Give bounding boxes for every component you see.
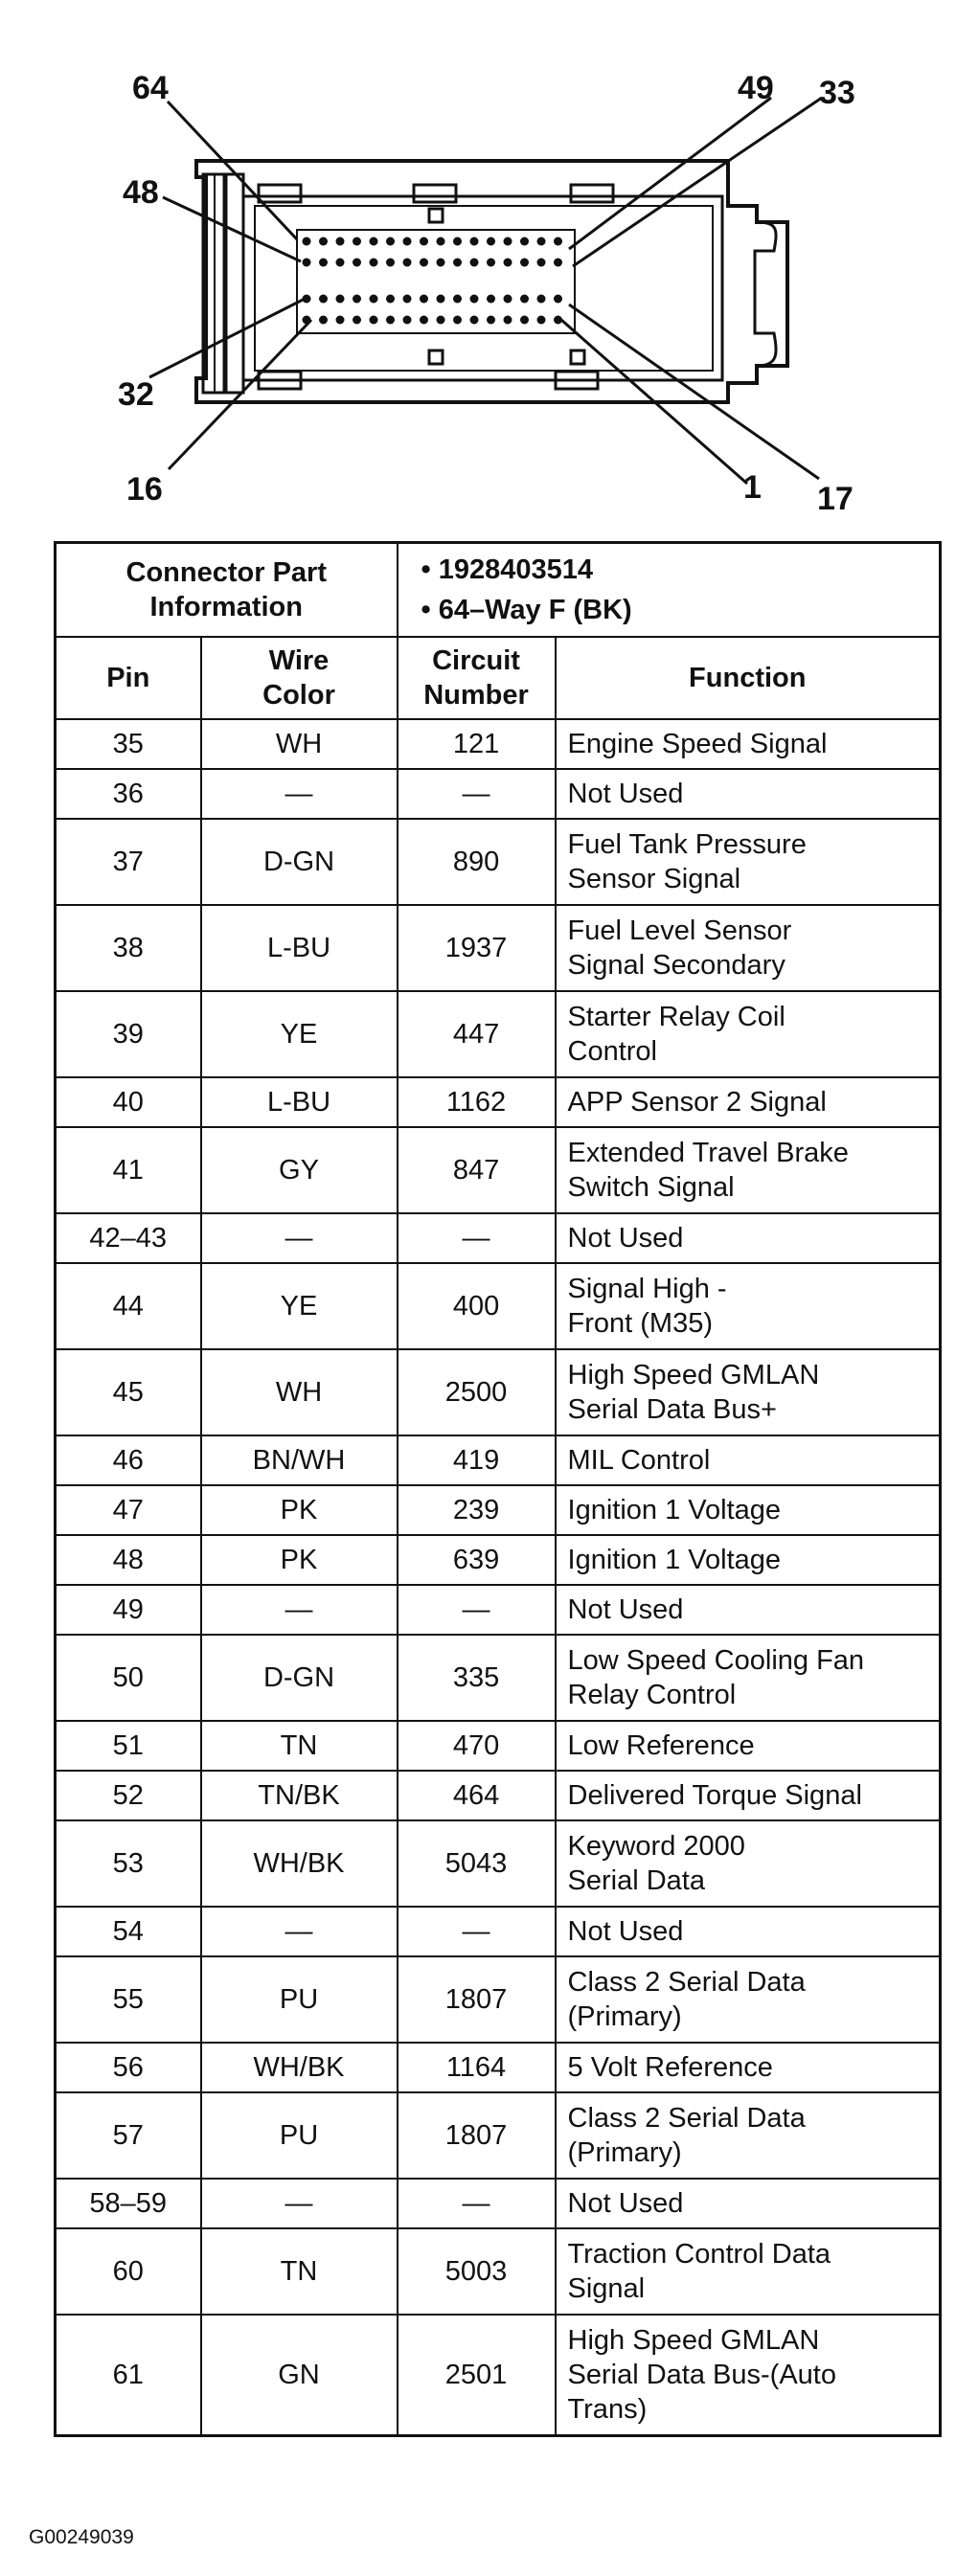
pin-cavities xyxy=(303,237,563,325)
pin-cell: 58–59 xyxy=(56,2179,201,2228)
wire-color-cell: D-GN xyxy=(201,1635,398,1721)
circuit-cell: 464 xyxy=(398,1771,556,1820)
pin-cavity xyxy=(504,295,512,304)
circuit-cell: 239 xyxy=(398,1485,556,1535)
pin-cell: 60 xyxy=(56,2228,201,2315)
pin-cell: 49 xyxy=(56,1585,201,1635)
function-line: Not Used xyxy=(567,2188,684,2219)
table-row xyxy=(56,719,941,769)
pin-cavity xyxy=(386,295,395,304)
header-wire-color: Wire Color xyxy=(201,637,398,719)
pin-cavity xyxy=(504,259,512,267)
pin-cell: 50 xyxy=(56,1635,201,1721)
circuit-cell: 1162 xyxy=(398,1077,556,1127)
function-line: Sensor Signal xyxy=(567,864,741,894)
function-line: (Primary) xyxy=(567,2001,682,2032)
pin-cavity xyxy=(487,259,495,267)
part-number: • 1928403514 xyxy=(421,554,594,585)
function-cell xyxy=(556,1820,941,1907)
function-cell xyxy=(556,1635,941,1721)
function-cell xyxy=(556,719,941,769)
table-row xyxy=(56,2315,941,2435)
pin-cavity xyxy=(437,316,445,325)
table-row xyxy=(56,1535,941,1585)
table-row xyxy=(56,1820,941,1907)
callout-1: 1 xyxy=(743,469,762,506)
function-line: High Speed GMLAN xyxy=(567,2324,820,2356)
wire-color-cell: BN/WH xyxy=(201,1435,398,1485)
function-cell xyxy=(556,1435,941,1485)
function-cell xyxy=(556,905,941,991)
pin-cell: 55 xyxy=(56,1956,201,2043)
function-line: Signal High - xyxy=(567,1274,727,1304)
callout-64: 64 xyxy=(132,70,169,106)
pin-cavity xyxy=(520,237,529,246)
function-cell xyxy=(556,1263,941,1349)
wire-color-cell: WH/BK xyxy=(201,2043,398,2092)
header-function: Function xyxy=(556,637,941,719)
function-line: Not Used xyxy=(567,1223,684,1254)
figure-id: G00249039 xyxy=(29,2526,134,2548)
function-line: APP Sensor 2 Signal xyxy=(567,1087,827,1118)
pin-cell: 56 xyxy=(56,2043,201,2092)
pin-cavity xyxy=(470,316,479,325)
connector-diagram xyxy=(0,0,979,531)
function-cell xyxy=(556,1721,941,1771)
circuit-cell: 1164 xyxy=(398,2043,556,2092)
function-cell xyxy=(556,1771,941,1820)
pin-cavity xyxy=(420,316,428,325)
pin-cavity xyxy=(537,237,546,246)
pin-cavity xyxy=(420,259,428,267)
circuit-cell: 335 xyxy=(398,1635,556,1721)
table-row xyxy=(56,2092,941,2179)
pin-cell: 37 xyxy=(56,819,201,905)
pin-cell: 36 xyxy=(56,769,201,819)
pin-cell: 45 xyxy=(56,1349,201,1435)
function-cell xyxy=(556,2092,941,2179)
function-line: Serial Data xyxy=(567,1865,705,1896)
wire-color-cell: TN xyxy=(201,1721,398,1771)
table-row xyxy=(56,1585,941,1635)
circuit-cell: 447 xyxy=(398,991,556,1077)
function-cell xyxy=(556,991,941,1077)
wire-color-cell: PU xyxy=(201,2092,398,2179)
function-cell xyxy=(556,1077,941,1127)
pin-cell: 39 xyxy=(56,991,201,1077)
pin-cavity xyxy=(470,295,479,304)
function-line: Trans) xyxy=(567,2393,648,2425)
table-row xyxy=(56,1956,941,2043)
function-cell xyxy=(556,769,941,819)
circuit-cell: 419 xyxy=(398,1435,556,1485)
pin-cavity xyxy=(520,295,529,304)
pin-cavity xyxy=(554,237,562,246)
function-line: Traction Control Data xyxy=(567,2239,831,2270)
pin-cavity xyxy=(353,237,361,246)
table-row xyxy=(56,1349,941,1435)
pin-cavity xyxy=(403,259,412,267)
pin-cell: 54 xyxy=(56,1907,201,1956)
function-line: Starter Relay Coil xyxy=(567,1002,785,1032)
function-line: Not Used xyxy=(567,1916,684,1947)
function-line: Serial Data Bus+ xyxy=(567,1394,777,1425)
function-line: (Primary) xyxy=(567,2137,682,2168)
table-row xyxy=(56,769,941,819)
function-line: Signal Secondary xyxy=(567,950,785,981)
function-line: Low Reference xyxy=(567,1730,755,1761)
function-line: MIL Control xyxy=(567,1445,711,1476)
pin-cavity xyxy=(353,316,361,325)
pin-cavity xyxy=(437,295,445,304)
function-line: Control xyxy=(567,1036,658,1067)
pin-cavity xyxy=(336,316,345,325)
wire-color-cell: GN xyxy=(201,2315,398,2435)
table-row xyxy=(56,819,941,905)
wire-color-cell: YE xyxy=(201,991,398,1077)
connector-type: • 64–Way F (BK) xyxy=(421,595,632,625)
table-row xyxy=(56,905,941,991)
pin-cavity xyxy=(487,316,495,325)
pin-cavity xyxy=(453,316,462,325)
circuit-cell: — xyxy=(398,1907,556,1956)
pin-cavity xyxy=(554,295,562,304)
connector-body xyxy=(196,161,787,402)
circuit-cell: — xyxy=(398,1213,556,1263)
circuit-cell: 1807 xyxy=(398,1956,556,2043)
callout-33: 33 xyxy=(819,75,855,111)
pin-cavity xyxy=(453,259,462,267)
pin-cavity xyxy=(336,295,345,304)
pin-cavity xyxy=(370,295,378,304)
pin-cavity xyxy=(319,316,328,325)
pin-cavity xyxy=(554,259,562,267)
pin-cell: 61 xyxy=(56,2315,201,2435)
header-pin: Pin xyxy=(56,637,201,719)
pin-cavity xyxy=(437,259,445,267)
wire-color-cell: YE xyxy=(201,1263,398,1349)
function-line: Class 2 Serial Data xyxy=(567,1967,806,1998)
circuit-cell: — xyxy=(398,1585,556,1635)
function-cell xyxy=(556,819,941,905)
pin-cavity xyxy=(336,237,345,246)
pin-cell: 38 xyxy=(56,905,201,991)
circuit-cell: 847 xyxy=(398,1127,556,1213)
function-line: Keyword 2000 xyxy=(567,1831,745,1862)
pin-cell: 51 xyxy=(56,1721,201,1771)
wire-color-cell: WH xyxy=(201,719,398,769)
function-cell xyxy=(556,1213,941,1263)
pin-cell: 53 xyxy=(56,1820,201,1907)
table-row xyxy=(56,2043,941,2092)
pin-cavity xyxy=(353,259,361,267)
function-cell xyxy=(556,1585,941,1635)
pin-cavity xyxy=(386,237,395,246)
function-cell xyxy=(556,2315,941,2435)
circuit-cell: — xyxy=(398,769,556,819)
pin-cavity xyxy=(520,316,529,325)
wire-color-cell: — xyxy=(201,2179,398,2228)
circuit-cell: 2500 xyxy=(398,1349,556,1435)
pin-cavity xyxy=(403,316,412,325)
table-row xyxy=(56,1263,941,1349)
function-line: Not Used xyxy=(567,779,684,809)
pin-cell: 48 xyxy=(56,1535,201,1585)
pin-cavity xyxy=(537,316,546,325)
wire-color-cell: PU xyxy=(201,1956,398,2043)
table-row xyxy=(56,1077,941,1127)
circuit-cell: 5043 xyxy=(398,1820,556,1907)
function-cell xyxy=(556,1485,941,1535)
function-line: Switch Signal xyxy=(567,1172,735,1203)
pin-cavity xyxy=(403,237,412,246)
wire-color-cell: WH/BK xyxy=(201,1820,398,1907)
pinout-table xyxy=(54,541,942,2437)
table-row xyxy=(56,1485,941,1535)
wire-color-cell: TN xyxy=(201,2228,398,2315)
callout-49: 49 xyxy=(738,70,774,106)
pin-cell: 47 xyxy=(56,1485,201,1535)
table-row xyxy=(56,1127,941,1213)
function-cell xyxy=(556,2043,941,2092)
circuit-cell: 639 xyxy=(398,1535,556,1585)
function-line: Engine Speed Signal xyxy=(567,729,828,759)
wire-color-cell: — xyxy=(201,769,398,819)
pin-cell: 52 xyxy=(56,1771,201,1820)
pin-cavity xyxy=(470,237,479,246)
function-line: 5 Volt Reference xyxy=(567,2052,773,2083)
wire-color-cell: WH xyxy=(201,1349,398,1435)
function-line: Front (M35) xyxy=(567,1308,713,1339)
wire-color-cell: D-GN xyxy=(201,819,398,905)
circuit-cell: 1937 xyxy=(398,905,556,991)
pin-cavity xyxy=(370,259,378,267)
pin-cavity xyxy=(370,316,378,325)
circuit-cell: — xyxy=(398,2179,556,2228)
pin-cavity xyxy=(370,237,378,246)
table-row xyxy=(56,1721,941,1771)
pin-cavity xyxy=(520,259,529,267)
function-line: Serial Data Bus-(Auto xyxy=(567,2359,836,2390)
function-line: Extended Travel Brake xyxy=(567,1138,849,1168)
function-cell xyxy=(556,1127,941,1213)
pin-cavity xyxy=(403,295,412,304)
pin-cavity xyxy=(303,237,311,246)
wire-color-cell: PK xyxy=(201,1535,398,1585)
circuit-cell: 5003 xyxy=(398,2228,556,2315)
pin-cell: 42–43 xyxy=(56,1213,201,1263)
pin-cavity xyxy=(303,259,311,267)
callout-48: 48 xyxy=(123,174,159,211)
wire-color-cell: — xyxy=(201,1213,398,1263)
pin-cell: 44 xyxy=(56,1263,201,1349)
function-line: Class 2 Serial Data xyxy=(567,2103,806,2134)
wire-color-cell: GY xyxy=(201,1127,398,1213)
function-cell xyxy=(556,1535,941,1585)
table-row xyxy=(56,2228,941,2315)
circuit-cell: 2501 xyxy=(398,2315,556,2435)
callout-16: 16 xyxy=(126,471,163,508)
function-cell xyxy=(556,2228,941,2315)
wire-color-cell: — xyxy=(201,1585,398,1635)
pin-cavity xyxy=(437,237,445,246)
function-line: Delivered Torque Signal xyxy=(567,1780,862,1811)
function-cell xyxy=(556,1907,941,1956)
function-line: Relay Control xyxy=(567,1680,737,1710)
header-row xyxy=(56,637,941,719)
pin-cavity xyxy=(319,295,328,304)
wire-color-cell: PK xyxy=(201,1485,398,1535)
pin-cell: 46 xyxy=(56,1435,201,1485)
table-row xyxy=(56,1907,941,1956)
pin-cavity xyxy=(504,316,512,325)
wire-color-cell: TN/BK xyxy=(201,1771,398,1820)
wire-color-cell: — xyxy=(201,1907,398,1956)
table-row xyxy=(56,991,941,1077)
header-circuit-number: Circuit Number xyxy=(398,637,556,719)
pin-cavity xyxy=(554,316,562,325)
pin-cell: 35 xyxy=(56,719,201,769)
pin-cavity xyxy=(420,237,428,246)
wire-color-cell: L-BU xyxy=(201,1077,398,1127)
callout-32: 32 xyxy=(118,376,154,413)
table-row xyxy=(56,2179,941,2228)
function-line: Signal xyxy=(567,2273,646,2304)
circuit-cell: 400 xyxy=(398,1263,556,1349)
pin-cavity xyxy=(487,237,495,246)
wire-color-cell: L-BU xyxy=(201,905,398,991)
function-line: Low Speed Cooling Fan xyxy=(567,1645,865,1676)
table-row xyxy=(56,1213,941,1263)
pin-cavity xyxy=(537,295,546,304)
pin-cavity xyxy=(504,237,512,246)
pin-cavity xyxy=(537,259,546,267)
pin-cell: 40 xyxy=(56,1077,201,1127)
circuit-cell: 890 xyxy=(398,819,556,905)
pin-cavity xyxy=(453,237,462,246)
table-row xyxy=(56,1435,941,1485)
function-cell xyxy=(556,1349,941,1435)
function-line: Ignition 1 Voltage xyxy=(567,1545,782,1575)
connector-info-row xyxy=(56,543,941,638)
pin-cavity xyxy=(386,259,395,267)
function-cell xyxy=(556,1956,941,2043)
pin-cavity xyxy=(453,295,462,304)
pin-cavity xyxy=(420,295,428,304)
pin-cavity xyxy=(319,237,328,246)
table-row xyxy=(56,1771,941,1820)
circuit-cell: 470 xyxy=(398,1721,556,1771)
callout-17: 17 xyxy=(817,481,854,517)
pin-cavity xyxy=(487,295,495,304)
pin-cavity xyxy=(386,316,395,325)
connector-info-label: Connector Part Information xyxy=(56,543,398,638)
pin-cavity xyxy=(470,259,479,267)
function-line: Ignition 1 Voltage xyxy=(567,1495,782,1525)
function-line: Fuel Tank Pressure xyxy=(567,829,807,860)
function-line: Fuel Level Sensor xyxy=(567,915,792,946)
pin-cell: 41 xyxy=(56,1127,201,1213)
pin-cavity xyxy=(336,259,345,267)
connector-info-values xyxy=(398,543,941,638)
circuit-cell: 121 xyxy=(398,719,556,769)
pin-cell: 57 xyxy=(56,2092,201,2179)
function-line: Not Used xyxy=(567,1594,684,1625)
pin-cavity xyxy=(353,295,361,304)
pin-cavity xyxy=(319,259,328,267)
function-cell xyxy=(556,2179,941,2228)
circuit-cell: 1807 xyxy=(398,2092,556,2179)
table-row xyxy=(56,1635,941,1721)
function-line: High Speed GMLAN xyxy=(567,1360,820,1390)
